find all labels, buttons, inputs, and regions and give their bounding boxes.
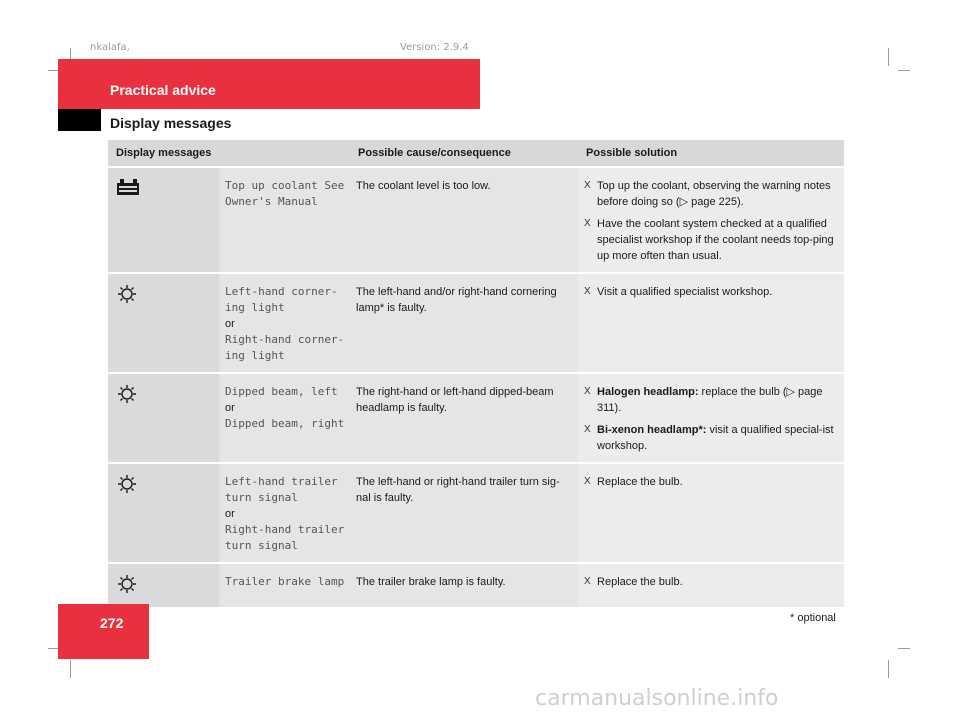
print-meta-right: Version: 2.9.4 [400, 42, 469, 53]
solution-item: X Visit a qualified specialist workshop. [584, 286, 773, 298]
column-header-solution: Possible solution [578, 140, 844, 167]
bullet-x-icon: X [584, 424, 591, 435]
message-or: or [225, 318, 235, 330]
table-cell-solution [578, 463, 844, 563]
table-cell-icon [108, 463, 219, 563]
table-cell-icon [108, 563, 219, 608]
table-cell-solution [578, 373, 844, 463]
table-header-row [108, 140, 844, 167]
bullet-x-icon: X [584, 180, 591, 191]
message-or: or [225, 402, 235, 414]
bullet-x-icon: X [584, 386, 591, 397]
print-meta-left: nkalafa, [90, 42, 130, 53]
table-cell-message [219, 167, 350, 273]
message-line: Owner's Manual [225, 195, 318, 208]
table-row [108, 563, 844, 608]
table-row [108, 463, 844, 563]
page-number-box [58, 604, 149, 659]
table-cell-cause: The left-hand or right-hand trailer turn sig-nal is faulty. [350, 463, 578, 563]
table-row [108, 167, 844, 273]
table-cell-solution [578, 167, 844, 273]
bullet-x-icon: X [584, 218, 591, 229]
table-cell-icon [108, 373, 219, 463]
table-cell-cause: The coolant level is too low. [350, 167, 578, 273]
message-line: turn signal [225, 539, 298, 552]
message-line: Right-hand trailer [225, 523, 345, 536]
message-line: Left-hand corner- [225, 285, 338, 298]
table-cell-message [219, 373, 350, 463]
table-row [108, 273, 844, 373]
bullet-x-icon: X [584, 286, 591, 297]
column-header-display-messages: Display messages [108, 140, 350, 167]
solution-item: X Halogen headlamp: replace the bulb (▷ page 311). [584, 386, 823, 414]
bulb-icon [116, 585, 138, 597]
table-cell-message [219, 273, 350, 373]
table-cell-cause: The left-hand and/or right-hand cornering lamp* is faulty. [350, 273, 578, 373]
solution-item: X Top up the coolant, observing the warning notes before doing so (▷ page 225). [584, 180, 831, 208]
footnote-optional: * optional [790, 612, 836, 624]
subsection-tab [58, 109, 101, 131]
display-messages-table [108, 140, 844, 609]
message-or: or [225, 508, 235, 520]
table-cell-icon [108, 273, 219, 373]
crop-mark [70, 660, 71, 678]
crop-mark [898, 70, 910, 71]
table-cell-cause: The right-hand or left-hand dipped-beam headlamp is faulty. [350, 373, 578, 463]
table-cell-message [219, 463, 350, 563]
table-cell-cause: The trailer brake lamp is faulty. [350, 563, 578, 608]
bulb-icon [116, 395, 138, 407]
message-line: Dipped beam, left [225, 385, 338, 398]
message-line: ing light [225, 349, 285, 362]
bullet-x-icon: X [584, 476, 591, 487]
solution-item: X Replace the bulb. [584, 476, 683, 488]
message-line: Right-hand corner- [225, 333, 345, 346]
table-cell-icon [108, 167, 219, 273]
solution-item: X Have the coolant system checked at a qualified specialist workshop if the coolant needs top-ping up more often than usual. [584, 218, 834, 262]
table-cell-solution [578, 563, 844, 608]
table-cell-message [219, 563, 350, 608]
message-line: Trailer brake lamp [225, 575, 345, 588]
watermark: carmanualsonline.info [535, 686, 779, 711]
message-line: ing light [225, 301, 285, 314]
solution-item: X Bi-xenon headlamp*: visit a qualified special-ist workshop. [584, 424, 834, 452]
table-cell-solution [578, 273, 844, 373]
section-title: Practical advice [110, 82, 216, 98]
message-line: turn signal [225, 491, 298, 504]
message-line: Top up coolant See [225, 179, 345, 192]
column-header-cause: Possible cause/consequence [350, 140, 578, 167]
bullet-x-icon: X [584, 576, 591, 587]
message-line: Dipped beam, right [225, 417, 345, 430]
bulb-icon [116, 295, 138, 307]
message-line: Left-hand trailer [225, 475, 338, 488]
crop-mark [898, 648, 910, 649]
solution-item: X Replace the bulb. [584, 576, 683, 588]
page-number: 272 [100, 615, 124, 631]
coolant-level-icon [116, 187, 140, 199]
crop-mark [888, 48, 889, 66]
bulb-icon [116, 485, 138, 497]
page-title: Display messages [110, 115, 232, 131]
crop-mark [888, 660, 889, 678]
table-row [108, 373, 844, 463]
